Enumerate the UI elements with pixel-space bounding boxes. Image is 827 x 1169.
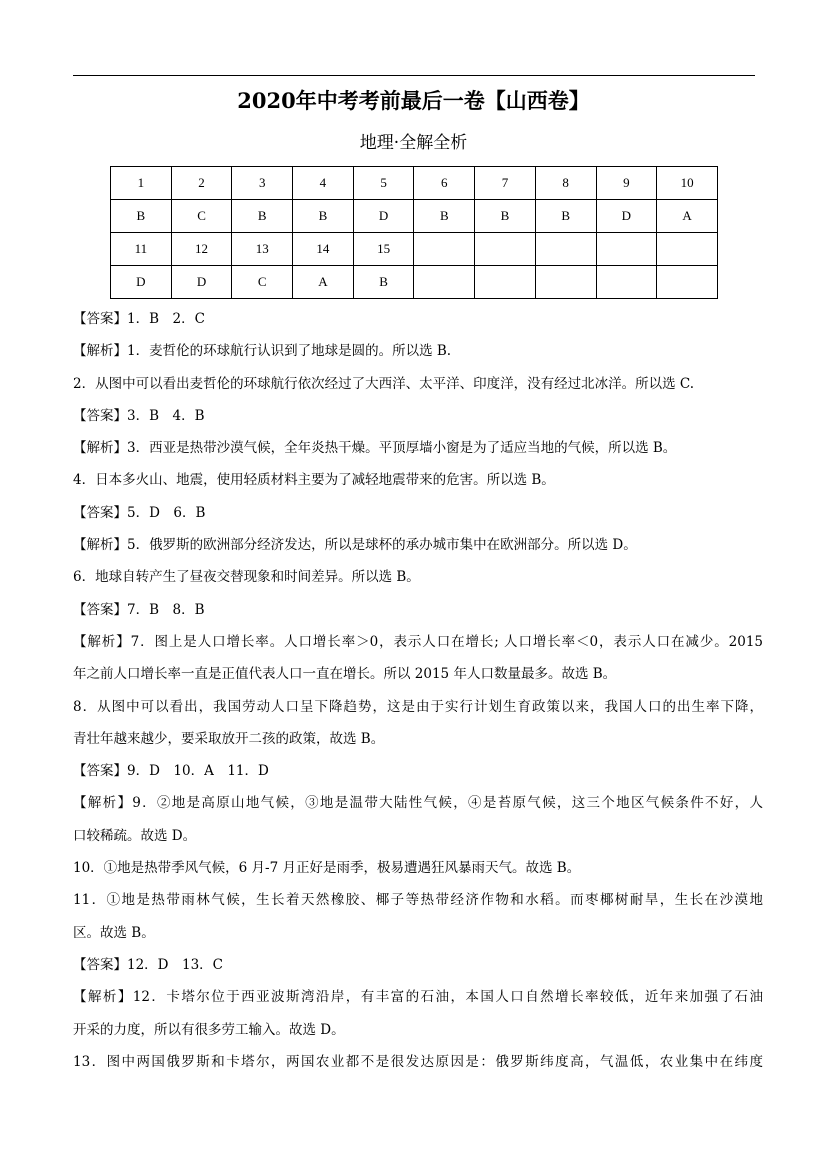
table-cell bbox=[657, 266, 718, 299]
table-cell: B bbox=[475, 200, 536, 233]
table-cell: D bbox=[353, 200, 414, 233]
answer-line: 【答案】3．B 4．B bbox=[73, 407, 205, 424]
table-cell: 14 bbox=[293, 233, 354, 266]
analysis-line: 青壮年越来越少，要采取放开二孩的政策，故选 B。 bbox=[73, 730, 385, 747]
table-cell bbox=[535, 233, 596, 266]
page-subtitle: 地理·全解全析 bbox=[359, 133, 468, 153]
table-cell bbox=[475, 233, 536, 266]
table-cell: 4 bbox=[293, 167, 354, 200]
table-cell: A bbox=[293, 266, 354, 299]
table-row bbox=[111, 266, 718, 299]
table-cell: D bbox=[171, 266, 232, 299]
answer-line: 【答案】12．D 13．C bbox=[73, 956, 224, 973]
table-row bbox=[111, 200, 718, 233]
table-cell: 1 bbox=[111, 167, 172, 200]
analysis-line: 11．①地是热带雨林气候，生长着天然橡胶、椰子等热带经济作物和水稻。而枣椰树耐旱，生长在沙漠地 bbox=[73, 892, 763, 909]
answer-line: 【答案】1．B 2．C bbox=[73, 311, 205, 327]
table-cell: 9 bbox=[596, 167, 657, 200]
table-cell: 11 bbox=[111, 233, 172, 266]
table-cell: 12 bbox=[171, 233, 232, 266]
table-cell: C bbox=[232, 266, 293, 299]
table-cell: B bbox=[353, 266, 414, 299]
table-cell: B bbox=[414, 200, 475, 233]
table-cell: A bbox=[657, 200, 718, 233]
analysis-line: 区。故选 B。 bbox=[73, 924, 155, 941]
table-cell: 5 bbox=[353, 167, 414, 200]
table-row bbox=[111, 233, 718, 266]
table-row bbox=[111, 167, 718, 200]
answer-line: 【答案】7．B 8．B bbox=[73, 601, 205, 618]
analysis-line: 口较稀疏。故选 D。 bbox=[73, 827, 197, 844]
answer-line: 【答案】9．D 10．A 11．D bbox=[73, 763, 269, 780]
analysis-line: 10．①地是热带季风气候，6 月-7 月正好是雨季，极易遭遇狂风暴雨天气。故选 B。 bbox=[73, 860, 581, 877]
analysis-line: 开采的力度，所以有很多劳工输入。故选 D。 bbox=[73, 1021, 345, 1038]
analysis-line: 2．从图中可以看出麦哲伦的环球航行依次经过了大西洋、太平洋、印度洋，没有经过北冰洋。所以选 C. bbox=[73, 375, 695, 392]
table-cell: 7 bbox=[475, 167, 536, 200]
table-cell: 2 bbox=[171, 167, 232, 200]
analysis-line: 6．地球自转产生了昼夜交替现象和时间差异。所以选 B。 bbox=[73, 569, 420, 586]
analysis-line: 年之前人口增长率一直是正值代表人口一直在增长。所以 2015 年人口数量最多。故选 B。 bbox=[73, 666, 617, 683]
table-cell: 6 bbox=[414, 167, 475, 200]
table-cell bbox=[414, 233, 475, 266]
table-cell: 13 bbox=[232, 233, 293, 266]
table-cell: C bbox=[171, 200, 232, 233]
table-cell: D bbox=[111, 266, 172, 299]
answer-table bbox=[110, 166, 718, 299]
table-cell: 3 bbox=[232, 167, 293, 200]
table-cell: 15 bbox=[353, 233, 414, 266]
table-cell: B bbox=[293, 200, 354, 233]
table-cell bbox=[596, 266, 657, 299]
table-cell bbox=[596, 233, 657, 266]
answer-line: 【答案】5．D 6．B bbox=[73, 504, 206, 521]
table-cell: 8 bbox=[535, 167, 596, 200]
analysis-line: 【解析】7．图上是人口增长率。人口增长率＞0，表示人口在增长; 人口增长率＜0，表示人口在减少。2015 bbox=[73, 633, 763, 650]
table-cell bbox=[657, 233, 718, 266]
header-rule bbox=[73, 75, 755, 76]
table-cell: B bbox=[111, 200, 172, 233]
analysis-line: 8．从图中可以看出，我国劳动人口呈下降趋势，这是由于实行计划生育政策以来，我国人口的出生率下降， bbox=[73, 698, 763, 715]
analysis-line: 【解析】5．俄罗斯的欧洲部分经济发达，所以是球杯的承办城市集中在欧洲部分。所以选 D。 bbox=[73, 537, 637, 554]
analysis-line: 【解析】1．麦哲伦的环球航行认识到了地球是圆的。所以选 B. bbox=[73, 343, 452, 360]
table-cell bbox=[475, 266, 536, 299]
analysis-line: 【解析】9．②地是高原山地气候，③地是温带大陆性气候，④是苔原气候，这三个地区气候条件不好，人 bbox=[73, 795, 763, 812]
table-cell: B bbox=[535, 200, 596, 233]
page-title: 2020年中考考前最后一卷【山西卷】 bbox=[237, 88, 590, 113]
table-cell bbox=[535, 266, 596, 299]
analysis-line: 【解析】3．西亚是热带沙漠气候，全年炎热干燥。平顶厚墙小窗是为了适应当地的气候，所以选 B。 bbox=[73, 440, 677, 457]
analysis-line: 4．日本多火山、地震，使用轻质材料主要为了减轻地震带来的危害。所以选 B。 bbox=[73, 472, 555, 489]
table-cell bbox=[414, 266, 475, 299]
table-cell: B bbox=[232, 200, 293, 233]
analysis-line: 13．图中两国俄罗斯和卡塔尔，两国农业都不是很发达原因是：俄罗斯纬度高，气温低，农业集中在纬度 bbox=[73, 1053, 763, 1070]
table-cell: 10 bbox=[657, 167, 718, 200]
analysis-line: 【解析】12．卡塔尔位于西亚波斯湾沿岸，有丰富的石油，本国人口自然增长率较低，近年来加强了石油 bbox=[73, 989, 763, 1006]
table-cell: D bbox=[596, 200, 657, 233]
analysis-text bbox=[73, 303, 763, 1078]
